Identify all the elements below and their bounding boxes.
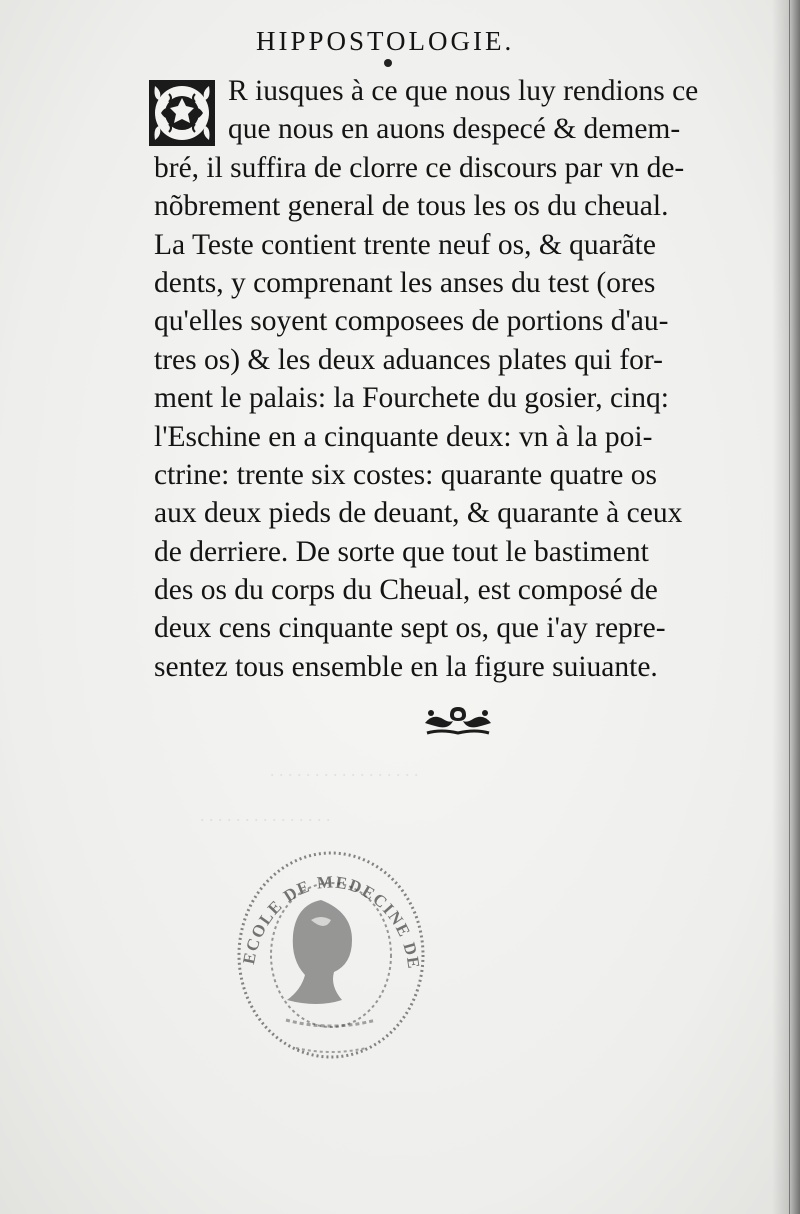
running-head: HIPPOSTOLOGIE. [256,26,515,56]
text-line: de derriere. De sorte que tout le bastiment [154,535,649,568]
text-line: nõbrement general de tous les os du cheual. [154,190,669,223]
text-line: aux deux pieds de deuant, & quarante à ceux [154,497,683,530]
ornament-dot [384,59,392,67]
text-line: bré, il suffira de clorre ce discours par vn de- [154,151,685,184]
fleuron-icon [423,703,493,739]
text-line: dents, y comprenant les anses du test (ores [154,266,656,299]
text-line: ctrine: trente six costes: quarante quatre os [154,458,657,491]
text-line: tres os) & les deux aduances plates qui for- [154,343,663,376]
text-line: que nous en auons despecé & demem- [228,113,681,146]
fleuron-ornament [423,703,493,739]
text-line: deux cens cinquante sept os, que i'ay repre- [154,612,666,645]
page-edge-shadow [772,0,800,1214]
body-text [154,72,754,686]
stamp-text: ECOLE DE MEDECINE DE [239,872,424,971]
text-line: sentez tous ensemble en la figure suiuante. [154,650,658,683]
library-stamp [226,830,436,1065]
show-through-text: . . . . . . . . . . . . . . . . . [270,760,419,780]
text-line: R iusques à ce que nous luy rendions ce [228,75,699,107]
text-line: qu'elles soyent composees de portions d'au- [154,305,669,338]
text-line: ment le palais: la Fourchete du gosier, cinq: [154,382,669,415]
text-line: l'Eschine en a cinquante deux: vn à la poi- [154,420,653,453]
show-through-text-2: . . . . . . . . . . . . . . . [200,805,331,825]
page-edge-line [789,0,790,1214]
medallion-stamp-icon [226,830,436,1065]
text-line: La Teste contient trente neuf os, & quarãte [154,228,656,261]
text-line: des os du corps du Cheual, est composé de [154,574,658,607]
